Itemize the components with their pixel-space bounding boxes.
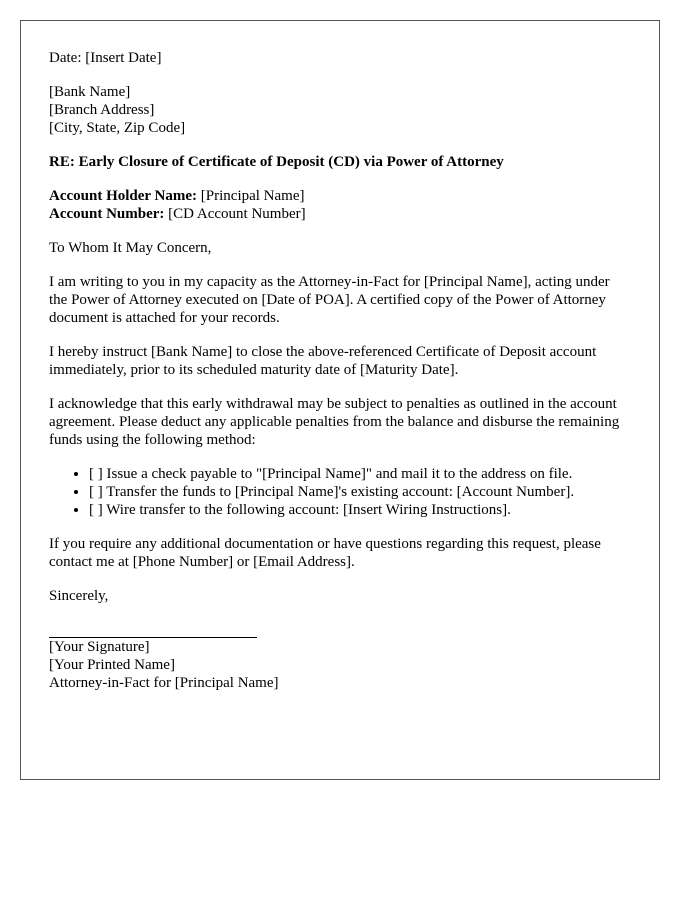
recipient-bank-name: [Bank Name]	[49, 84, 131, 100]
signer-title: Attorney-in-Fact for [Principal Name]	[49, 675, 279, 691]
disbursement-option-check: • [ ] Issue a check payable to "[Principal Name]" and mail it to the address on file.	[89, 465, 631, 483]
account-number-row	[49, 205, 631, 223]
body-paragraph-instruction: I hereby instruct [Bank Name] to close the above-referenced Certificate of Deposit account immediately, prior to its scheduled maturity date of [Maturity Date].	[49, 344, 597, 378]
account-holder-row	[49, 187, 631, 205]
body-paragraph-capacity: I am writing to you in my capacity as the Attorney-in-Fact for [Principal Name], acting under the Power of Attorney executed on [Date of POA]. A certified copy of the Power of Attorney document is attached for your records.	[49, 274, 610, 326]
disbursement-option-transfer: • [ ] Transfer the funds to [Principal Name]'s existing account: [Account Number].	[89, 483, 631, 501]
subject-line: RE: Early Closure of Certificate of Deposit (CD) via Power of Attorney	[49, 154, 504, 170]
recipient-address	[49, 83, 631, 137]
printed-name-placeholder: [Your Printed Name]	[49, 657, 175, 673]
disbursement-option-wire: • [ ] Wire transfer to the following account: [Insert Wiring Instructions].	[89, 501, 631, 519]
closing: Sincerely,	[49, 588, 109, 604]
account-number-value: [CD Account Number]	[164, 206, 306, 222]
signature-placeholder: [Your Signature]	[49, 639, 150, 655]
signature-block	[49, 638, 631, 692]
recipient-city-state-zip: [City, State, Zip Code]	[49, 120, 186, 136]
disbursement-options-list	[49, 465, 631, 519]
date-line: Date: [Insert Date]	[49, 50, 162, 66]
account-holder-value: [Principal Name]	[197, 188, 305, 204]
body-paragraph-contact: If you require any additional documentation or have questions regarding this request, please contact me at [Phone Number] or [Email Address].	[49, 536, 601, 570]
salutation: To Whom It May Concern,	[49, 240, 212, 256]
recipient-branch-address: [Branch Address]	[49, 102, 155, 118]
account-details	[49, 187, 631, 223]
letter-page	[20, 20, 660, 780]
account-number-label: Account Number:	[49, 206, 165, 222]
body-paragraph-penalties: I acknowledge that this early withdrawal may be subject to penalties as outlined in the account agreement. Please deduct any applicable penalties from the balance and disburse the remaining funds using the following method:	[49, 396, 620, 448]
account-holder-label: Account Holder Name:	[49, 188, 198, 204]
